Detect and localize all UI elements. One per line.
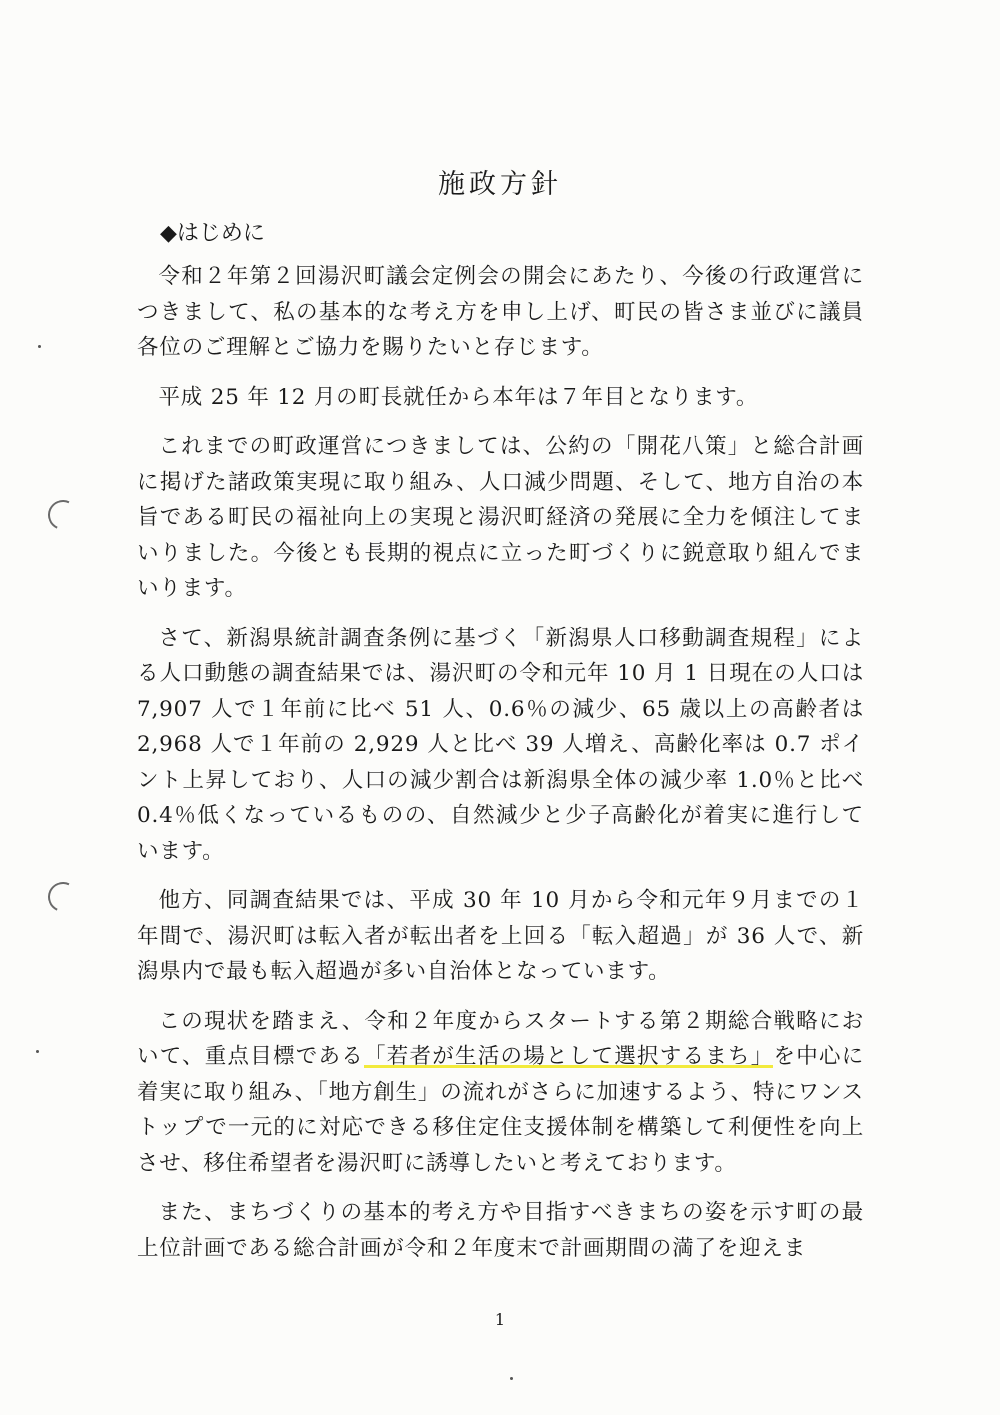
page-number: 1: [494, 1310, 506, 1329]
paragraph: 令和２年第２回湯沢町議会定例会の開会にあたり、今後の行政運営につきまして、私の基本的な考え方を申し上げ、町民の皆さま並びに議員各位のご理解とご協力を賜りたいと存じます。: [137, 264, 864, 360]
paragraph: これまでの町政運営につきましては、公約の「開花八策」と総合計画に掲げた諸政策実現に取り組み、人口減少問題、そして、地方自治の本旨である町民の福祉向上の実現と湯沢町経済の発展に全力を傾注してまいりました。今後とも長期的視点に立った町づくりに鋭意取り組んでまいります。: [137, 434, 864, 601]
paragraph: さて、新潟県統計調査条例に基づく「新潟県人口移動調査規程」による人口動態の調査結果では、湯沢町の令和元年 10 月 1 日現在の人口は 7,907 人で１年前に比べ 51 人、0.6％の減少、65 歳以上の高齢者は 2,968 人で１年前の 2,929 人と比べ 39 人増え、高齢化率は 0.7 ポイント上昇しており、人口の減少割合は新潟県全体の減少率 1.0％と比べ 0.4％低くなっているものの、自然減少と少子高齢化が着実に進行しています。: [137, 625, 864, 864]
highlighted-phrase: 「若者が生活の場として選択するまち」: [364, 1044, 774, 1069]
punch-hole-mark: [44, 496, 82, 534]
document-body: [137, 259, 864, 1280]
scan-speck: [36, 1050, 39, 1053]
scan-speck: [38, 345, 41, 348]
paragraph-text: を中心に着実に取り組み、「地方創生」の流れがさらに加速するよう、特にワンストップで一元的に対応できる移住定住支援体制を構築して利便性を向上させ、移住希望者を湯沢町に誘導したいと考えております。: [137, 1044, 864, 1176]
punch-hole-mark: [44, 878, 82, 916]
paragraph: 他方、同調査結果では、平成 30 年 10 月から令和元年９月までの１年間で、湯沢町は転入者が転出者を上回る「転入超過」が 36 人で、新潟県内で最も転入超過が多い自治体となっています。: [137, 888, 864, 984]
section-heading: ◆はじめに: [160, 221, 265, 246]
scan-speck: [510, 1377, 513, 1380]
paragraph: また、まちづくりの基本的考え方や目指すべきまちの姿を示す町の最上位計画である総合計画が令和２年度末で計画期間の満了を迎えま: [137, 1200, 864, 1261]
document-title: 施政方針: [438, 169, 562, 200]
paragraph: [137, 1004, 864, 1182]
paragraph-text: この現状を踏まえ、令和２年度からスタートする第２期総合戦略において、重点目標である: [137, 1008, 864, 1069]
paragraph: 平成 25 年 12 月の町長就任から本年は７年目となります。: [158, 384, 759, 410]
